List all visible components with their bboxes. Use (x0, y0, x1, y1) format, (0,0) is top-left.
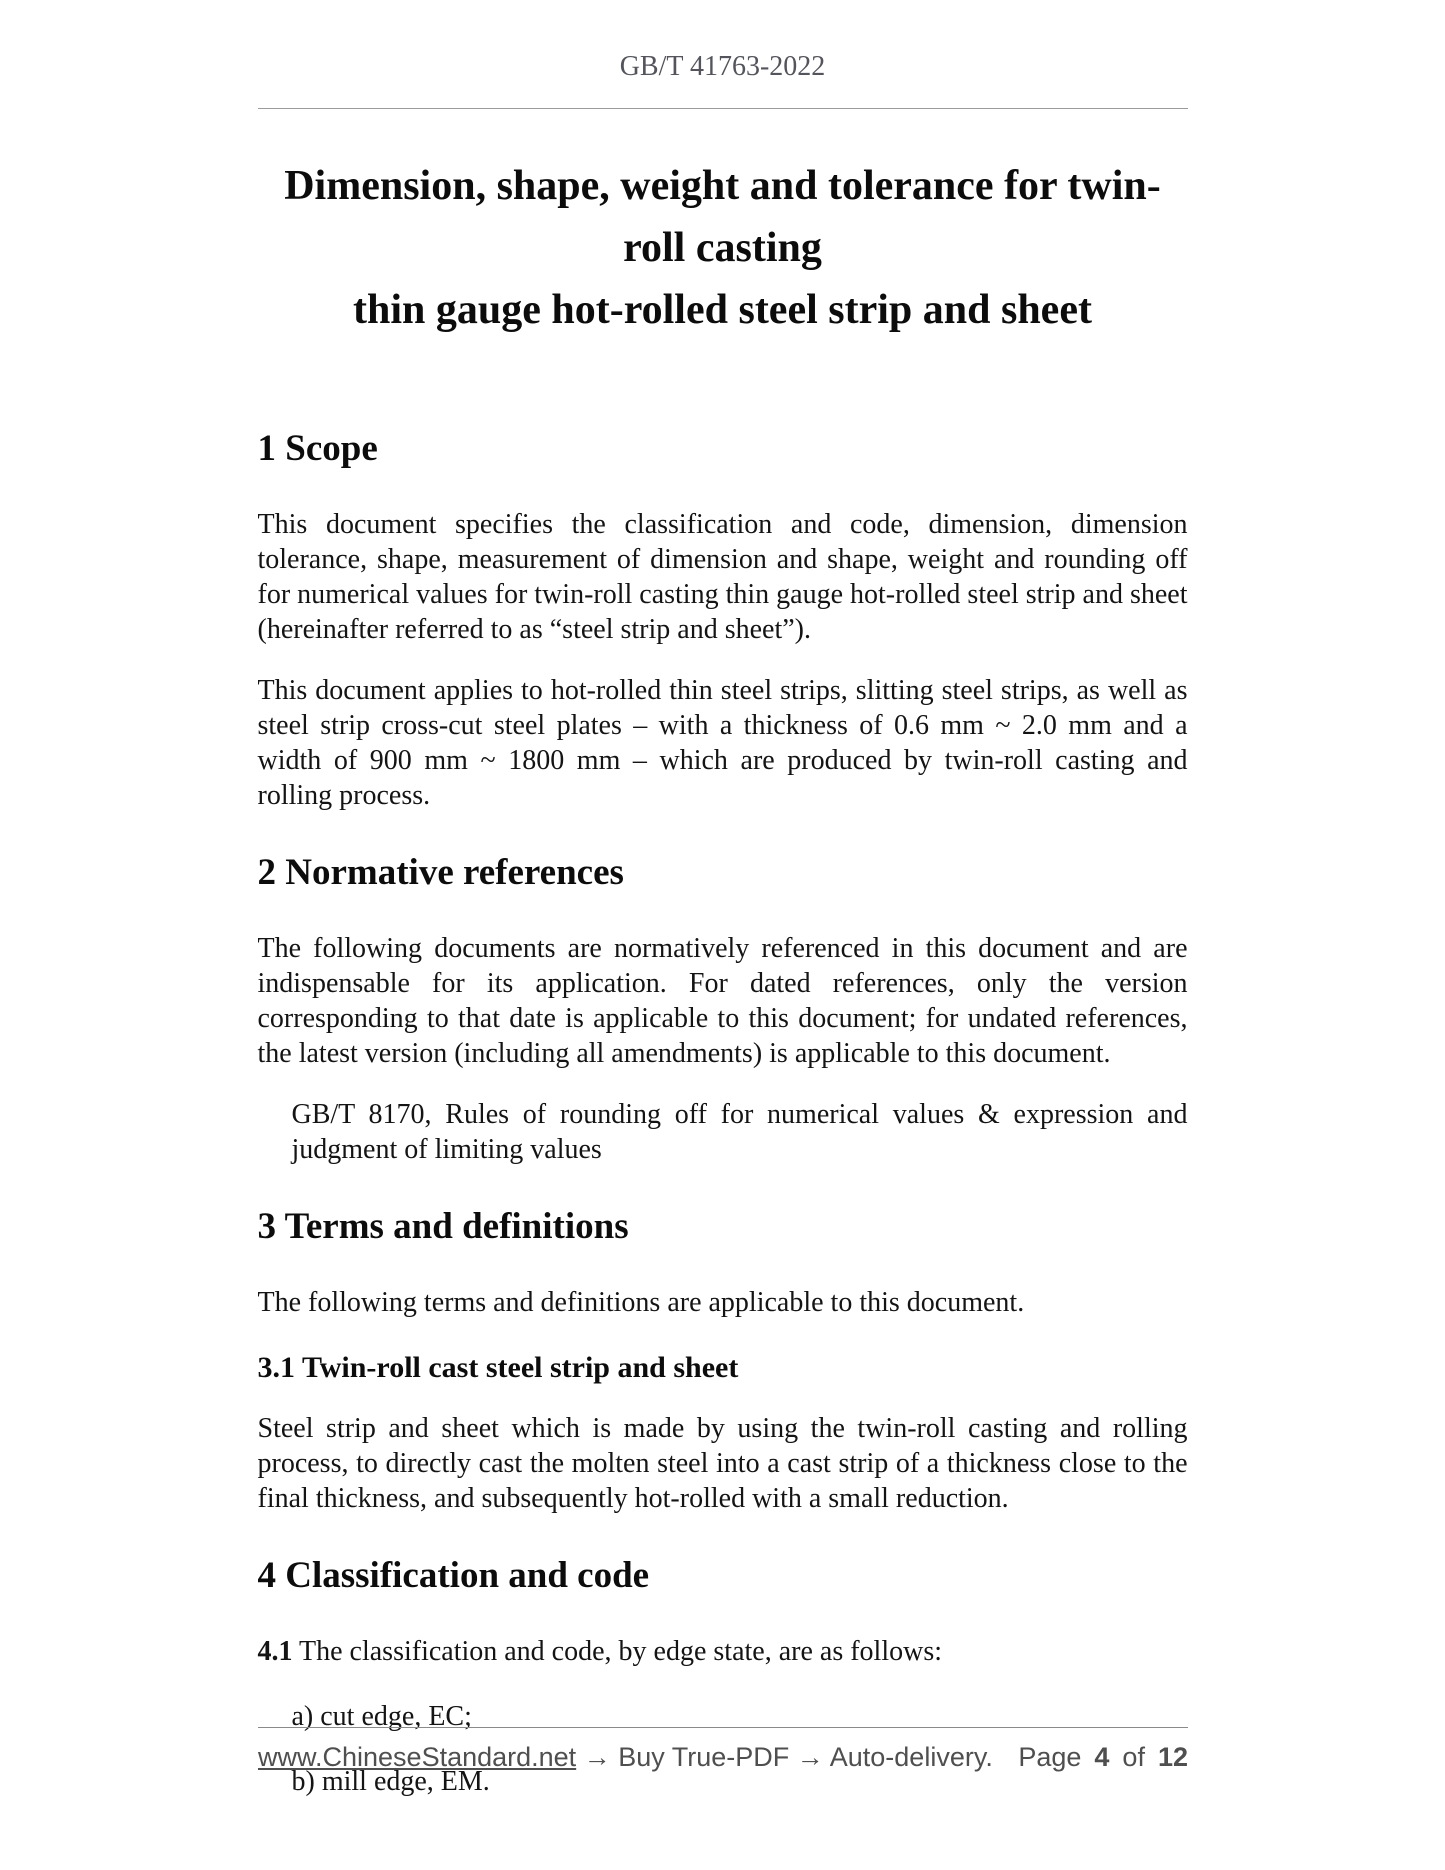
clause-4-1-text: The classification and code, by edge state, are as follows: (299, 1636, 942, 1667)
page-indicator (1018, 1741, 1188, 1773)
page-footer (258, 1727, 1188, 1773)
term-3-1-heading: 3.1 Twin-roll cast steel strip and sheet (257, 1351, 739, 1384)
current-page-number: 4 (1094, 1742, 1110, 1772)
list-item-b: b) mill edge, EM. (291, 1766, 490, 1797)
terms-intro: The following terms and definitions are applicable to this document. (257, 1287, 1025, 1318)
term-3-1-definition: Steel strip and sheet which is made by using the twin-roll casting and rolling process, to directly cast the molten steel into a cast strip of a thickness close to the final thickness, and subsequently hot-rolled with a small reduction. (257, 1413, 1188, 1514)
page-content (258, 0, 1188, 1799)
heading-scope: 1 Scope (257, 428, 378, 469)
website-link[interactable]: www.ChineseStandard.net (258, 1742, 577, 1772)
title-line-1: Dimension, shape, weight and tolerance for twin-roll casting (284, 163, 1161, 271)
total-pages-number: 12 (1157, 1742, 1188, 1772)
scope-paragraph-1: This document specifies the classification and code, dimension, dimension tolerance, shape, measurement of dimension and shape, weight and rounding off for numerical values for twin-roll casting thin gauge hot-rolled steel strip and sheet (hereinafter referred to as “steel strip and sheet”). (257, 509, 1188, 645)
footer-tagline: → Buy True-PDF → Auto-delivery. (583, 1742, 993, 1772)
normative-paragraph: The following documents are normatively referenced in this document and are indispensable for its application. For dated references, only the version corresponding to that date is applicable to this document; for undated references, the latest version (including all amendments) is applicable to this document. (257, 933, 1188, 1069)
page-header (258, 0, 1188, 109)
page-word: Page (1018, 1742, 1082, 1772)
of-word: of (1122, 1742, 1145, 1772)
heading-terms-definitions: 3 Terms and definitions (257, 1206, 629, 1247)
scope-paragraph-2: This document applies to hot-rolled thin steel strips, slitting steel strips, as well as steel strip cross-cut steel plates – with a thickness of 0.6 mm ~ 2.0 mm and a width of 900 mm ~ 1800 mm – which are produced by twin-roll casting and rolling process. (257, 675, 1188, 811)
document-title (258, 155, 1188, 341)
clause-4-1 (258, 1634, 1188, 1669)
heading-classification-code: 4 Classification and code (257, 1555, 650, 1596)
standard-number: GB/T 41763-2022 (619, 51, 826, 82)
list-item-a: a) cut edge, EC; (291, 1701, 472, 1732)
clause-4-1-label: 4.1 (257, 1636, 293, 1667)
heading-normative-references: 2 Normative references (257, 852, 624, 893)
normative-reference-entry: GB/T 8170, Rules of rounding off for numerical values & expression and judgment of limiting values (291, 1099, 1188, 1165)
footer-left (258, 1741, 993, 1773)
title-line-2: thin gauge hot-rolled steel strip and sheet (353, 287, 1092, 333)
